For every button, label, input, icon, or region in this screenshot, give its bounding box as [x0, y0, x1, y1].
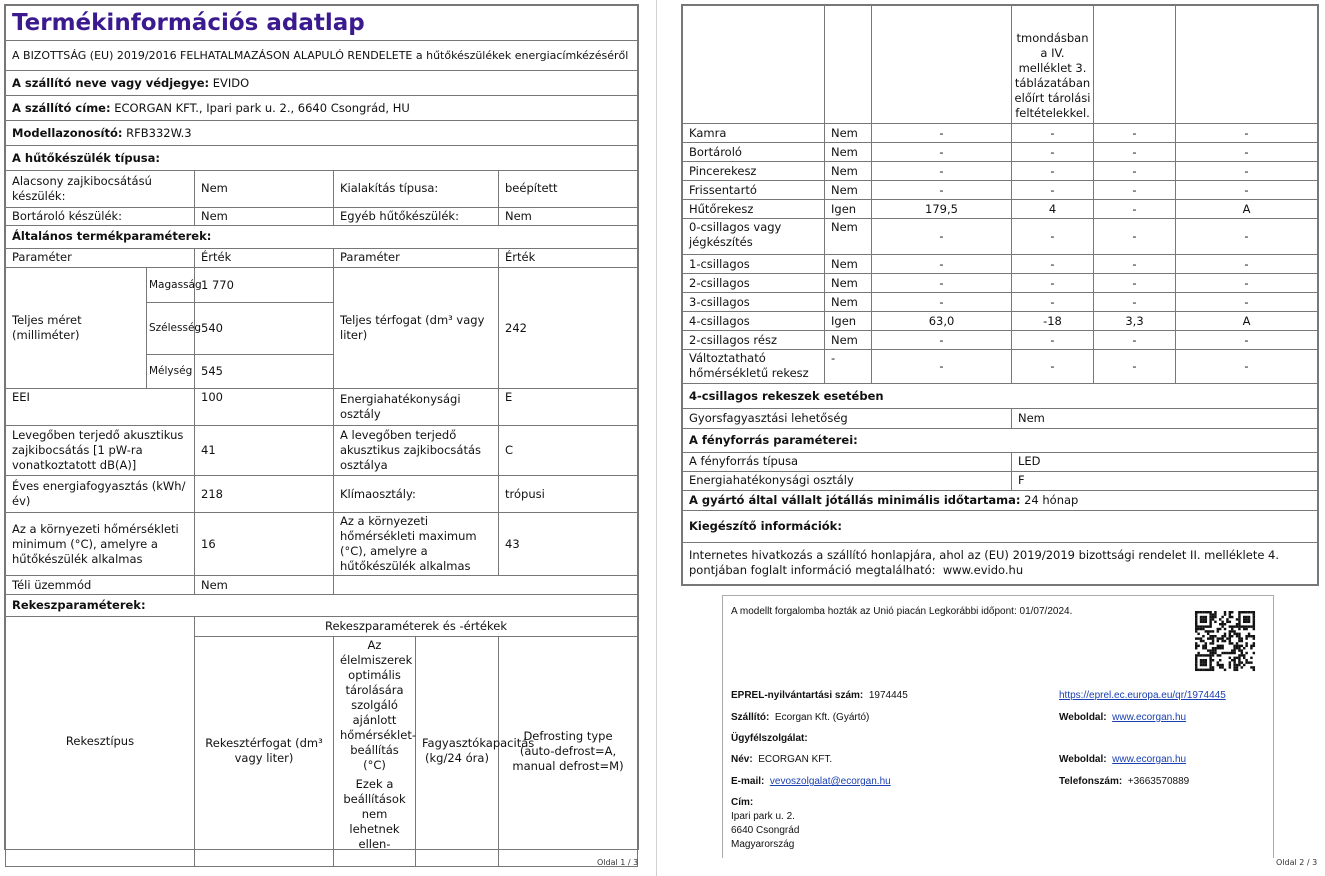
market-date-text: A modellt forgalomba hozták az Unió piacán Legkorábbi időpont: 01/07/2024.	[731, 606, 1073, 617]
phone-value: +3663570889	[1127, 776, 1190, 787]
phone-label: Telefonszám:	[1059, 776, 1123, 787]
compartment-row	[683, 312, 1318, 331]
model-value: RFB332W.3	[126, 125, 192, 140]
supplier-value-2: Ecorgan Kft. (Gyártó)	[774, 712, 870, 723]
name-value: ECORGAN KFT.	[758, 754, 833, 765]
comp-group-header: Rekeszparaméterek és -értékek	[195, 617, 638, 636]
supplier-label-2: Szállító:	[731, 712, 770, 723]
comp-setting-continued: tmondásban a IV. melléklet 3. táblázatában előírt tárolási feltételekkel.	[1012, 6, 1094, 124]
eprel-info-box	[722, 595, 1274, 858]
compartment-row	[683, 219, 1318, 255]
comp-volume-col: Rekesztérfogat (dm³ vagy liter)	[195, 636, 334, 866]
warranty-row	[683, 490, 1318, 510]
design-value: beépített	[499, 171, 638, 207]
compartment-volume: -	[872, 143, 1012, 162]
compartment-name: 0-csillagos vagy jégkészítés	[683, 219, 825, 255]
ambient-min-value: 16	[195, 513, 334, 576]
comp-defrost-col: Defrosting type (auto-defrost=A, manual defrost=M)	[499, 636, 638, 866]
email-link[interactable]: vevoszolgalat@ecorgan.hu	[769, 776, 891, 787]
col-param-1: Paraméter	[6, 249, 195, 268]
compartment-volume: -	[872, 255, 1012, 274]
type-table	[5, 171, 638, 249]
supplier-label: A szállító neve vagy védjegye:	[12, 75, 210, 90]
noise-value: 41	[195, 426, 334, 476]
compartment-row	[683, 200, 1318, 219]
compartment-name: Frissentartó	[683, 181, 825, 200]
compartment-freeze: -	[1094, 200, 1176, 219]
light-class-value: F	[1012, 471, 1318, 490]
datasheet-frame-page-2	[681, 4, 1319, 586]
eei-label: EEI	[6, 389, 195, 426]
compartment-freeze: -	[1094, 143, 1176, 162]
regulation-subtitle: A BIZOTTSÁG (EU) 2019/2016 FELHATALMAZÁSON ALAPULÓ RENDELETE a hűtőkészülékek energiacímkézéséről	[6, 41, 638, 71]
name-row	[731, 754, 832, 765]
address-label-2	[731, 797, 753, 808]
compartment-present: Igen	[825, 312, 872, 331]
cont-cell-5	[1094, 6, 1176, 124]
fast-freeze-label: Gyorsfagyasztási lehetőség	[683, 409, 1012, 428]
compartment-temp: -	[1012, 293, 1094, 312]
compartment-temp: -	[1012, 255, 1094, 274]
compartment-row	[683, 350, 1318, 384]
energy-class-value: E	[499, 389, 638, 426]
compartment-defrost: -	[1176, 293, 1318, 312]
noise-class-label: A levegőben terjedő akusztikus zajkibocsátás osztálya	[334, 426, 499, 476]
page-number-1: Oldal 1 / 3	[597, 858, 639, 867]
low-noise-value: Nem	[195, 171, 334, 207]
compartment-freeze: -	[1094, 219, 1176, 255]
compartment-row	[683, 274, 1318, 293]
address-label: A szállító címe:	[12, 100, 111, 115]
compartment-volume: -	[872, 331, 1012, 350]
climate-class-value: trópusi	[499, 476, 638, 513]
compartment-volume: -	[872, 274, 1012, 293]
compartment-temp: -	[1012, 181, 1094, 200]
compartment-table	[682, 5, 1318, 409]
email-label: E-mail:	[731, 776, 765, 787]
depth-value: 545	[195, 355, 334, 389]
compartment-defrost: -	[1176, 331, 1318, 350]
four-star-heading: 4-csillagos rekeszek esetében	[683, 384, 1318, 409]
compartment-freeze: 3,3	[1094, 312, 1176, 331]
compartment-defrost: -	[1176, 124, 1318, 143]
compartment-defrost: -	[1176, 255, 1318, 274]
ambient-max-label: Az a környezeti hőmérsékleti maximum (°C), amelyre a hűtőkészülék alkalmas	[334, 513, 499, 576]
compartment-row	[683, 124, 1318, 143]
design-label: Kialakítás típusa:	[334, 171, 499, 207]
low-noise-label: Alacsony zajkibocsátású készülék:	[6, 171, 195, 207]
compartment-freeze: -	[1094, 124, 1176, 143]
width-value: 540	[195, 303, 334, 355]
compartment-rows	[683, 124, 1318, 384]
eei-value: 100	[195, 389, 334, 426]
comp-type-col: Rekesztípus	[6, 617, 195, 866]
compartment-temp: -	[1012, 162, 1094, 181]
cont-cell-2	[825, 6, 872, 124]
compartment-present: Nem	[825, 255, 872, 274]
comp-freeze-col: Fagyasztókapacitás (kg/24 óra)	[416, 636, 499, 866]
compartment-row	[683, 293, 1318, 312]
service-heading	[731, 733, 808, 744]
compartment-defrost: -	[1176, 274, 1318, 293]
compartment-row	[683, 331, 1318, 350]
width-label: Szélesség	[147, 303, 195, 355]
web2-label: Weboldal:	[1059, 754, 1107, 765]
compartment-volume: 63,0	[872, 312, 1012, 331]
address-label-text: Cím:	[731, 797, 754, 808]
compartment-freeze: -	[1094, 350, 1176, 384]
extra-text: Internetes hivatkozás a szállító honlapjára, ahol az (EU) 2019/2019 bizottsági rendelet II. melléklete 4. pontjában foglalt információ megtalálható:	[689, 548, 1280, 577]
compartment-present: Nem	[825, 219, 872, 255]
general-heading: Általános termékparaméterek:	[6, 225, 638, 248]
compartment-defrost: -	[1176, 350, 1318, 384]
volume-label: Teljes térfogat (dm³ vagy liter)	[334, 268, 499, 389]
phone-row	[1059, 776, 1189, 787]
name-label: Név:	[731, 754, 753, 765]
compartment-present: Igen	[825, 200, 872, 219]
web-row	[1059, 712, 1186, 723]
eprel-label: EPREL-nyilvántartási szám:	[731, 690, 864, 701]
model-row	[6, 121, 638, 146]
winter-mode-empty	[334, 576, 638, 595]
compartment-temp: -	[1012, 331, 1094, 350]
qr-code-graphic	[1195, 611, 1255, 671]
compartment-freeze: -	[1094, 331, 1176, 350]
compartment-name: Bortároló	[683, 143, 825, 162]
compartment-present: -	[825, 350, 872, 384]
page-number-2: Oldal 2 / 3	[1276, 858, 1318, 867]
other-label: Egyéb hűtőkészülék:	[334, 207, 499, 225]
compartment-temp: -	[1012, 124, 1094, 143]
compartment-name: 3-csillagos	[683, 293, 825, 312]
compartment-defrost: -	[1176, 219, 1318, 255]
compartment-name: 4-csillagos	[683, 312, 825, 331]
comp-setting-cell	[334, 636, 416, 866]
compartment-freeze: -	[1094, 162, 1176, 181]
page-title: Termékinformációs adatlap	[6, 6, 638, 41]
eprel-row	[731, 690, 908, 701]
compartment-present: Nem	[825, 181, 872, 200]
address-line-3: Magyarország	[731, 839, 795, 850]
address-row	[6, 96, 638, 121]
compartment-present: Nem	[825, 162, 872, 181]
compartment-defrost: -	[1176, 143, 1318, 162]
compartment-header-table	[5, 617, 638, 867]
wine-label: Bortároló készülék:	[6, 207, 195, 225]
compartment-defrost: -	[1176, 181, 1318, 200]
type-heading: A hűtőkészülék típusa:	[6, 146, 638, 171]
compartment-volume: -	[872, 219, 1012, 255]
web-link[interactable]: www.ecorgan.hu	[1112, 712, 1187, 723]
compartment-name: 2-csillagos rész	[683, 331, 825, 350]
general-params-table	[5, 249, 638, 618]
datasheet-frame-page-1	[4, 4, 639, 850]
compartment-present: Nem	[825, 293, 872, 312]
ambient-max-value: 43	[499, 513, 638, 576]
compartment-present: Nem	[825, 331, 872, 350]
wine-value: Nem	[195, 207, 334, 225]
web2-link[interactable]: www.ecorgan.hu	[1112, 754, 1187, 765]
winter-mode-label: Téli üzemmód	[6, 576, 195, 595]
model-label: Modellazonosító:	[12, 125, 123, 140]
light-type-value: LED	[1012, 452, 1318, 471]
cont-cell-6	[1176, 6, 1318, 124]
compartment-freeze: -	[1094, 255, 1176, 274]
dimensions-label: Teljes méret (milliméter)	[6, 268, 147, 389]
height-label: Magasság	[147, 268, 195, 303]
energy-class-label: Energiahatékonysági osztály	[334, 389, 499, 426]
supplier-row-2	[731, 712, 869, 723]
compartment-row	[683, 143, 1318, 162]
compartment-name: Pincerekesz	[683, 162, 825, 181]
fast-freeze-value: Nem	[1012, 409, 1318, 428]
service-label: Ügyfélszolgálat:	[731, 733, 808, 744]
compartment-freeze: -	[1094, 293, 1176, 312]
cont-cell-3	[872, 6, 1012, 124]
supplier-value: EVIDO	[212, 75, 250, 90]
annual-consumption-label: Éves energiafogyasztás (kWh/év)	[6, 476, 195, 513]
compartment-volume: -	[872, 350, 1012, 384]
compartment-defrost: -	[1176, 162, 1318, 181]
compartment-freeze: -	[1094, 181, 1176, 200]
compartment-volume: 179,5	[872, 200, 1012, 219]
compartment-temp: -	[1012, 219, 1094, 255]
compartment-defrost: A	[1176, 312, 1318, 331]
web-label: Weboldal:	[1059, 712, 1107, 723]
compartment-heading: Rekeszparaméterek:	[6, 595, 638, 617]
page-2	[662, 0, 1325, 876]
compartment-volume: -	[872, 293, 1012, 312]
col-param-2: Paraméter	[334, 249, 499, 268]
compartment-row	[683, 255, 1318, 274]
compartment-volume: -	[872, 162, 1012, 181]
depth-label: Mélység	[147, 355, 195, 389]
header-table	[5, 5, 638, 171]
compartment-name: 2-csillagos	[683, 274, 825, 293]
comp-setting-col: Az élelmiszerek optimális tárolására szolgáló ajánlott hőmérséklet-beállítás (°C)	[340, 637, 416, 772]
compartment-present: Nem	[825, 143, 872, 162]
compartment-freeze: -	[1094, 274, 1176, 293]
compartment-name: Változtatható hőmérsékletű rekesz	[683, 350, 825, 384]
light-type-label: A fényforrás típusa	[683, 452, 1012, 471]
page-1	[0, 0, 650, 876]
qr-code-icon	[1195, 611, 1255, 671]
col-value-1: Érték	[195, 249, 334, 268]
compartment-present: Nem	[825, 274, 872, 293]
compartment-name: Kamra	[683, 124, 825, 143]
cont-cell-1	[683, 6, 825, 124]
other-value: Nem	[499, 207, 638, 225]
winter-mode-value: Nem	[195, 576, 334, 595]
address-value: ECORGAN KFT., Ipari park u. 2., 6640 Csongrád, HU	[114, 100, 410, 115]
ambient-min-label: Az a környezeti hőmérsékleti minimum (°C), amelyre a hűtőkészülék alkalmas	[6, 513, 195, 576]
supplier-row	[6, 71, 638, 96]
compartment-temp: -	[1012, 350, 1094, 384]
eprel-link[interactable]: https://eprel.ec.europa.eu/qr/1974445	[1059, 690, 1226, 701]
address-line-1: Ipari park u. 2.	[731, 811, 795, 822]
compartment-defrost: A	[1176, 200, 1318, 219]
compartment-name: Hűtőrekesz	[683, 200, 825, 219]
climate-class-label: Klímaosztály:	[334, 476, 499, 513]
compartment-temp: 4	[1012, 200, 1094, 219]
warranty-label: A gyártó által vállalt jótállás minimális időtartama:	[689, 492, 1021, 507]
compartment-name: 1-csillagos	[683, 255, 825, 274]
extra-info	[683, 542, 1318, 584]
light-heading: A fényforrás paraméterei:	[683, 428, 1318, 452]
address-line-2: 6640 Csongrád	[731, 825, 800, 836]
extra-url[interactable]: www.evido.hu	[942, 563, 1024, 577]
email-row	[731, 776, 891, 787]
noise-class-value: C	[499, 426, 638, 476]
noise-label: Levegőben terjedő akusztikus zajkibocsátás [1 pW-ra vonatkoztatott dB(A)]	[6, 426, 195, 476]
compartment-temp: -	[1012, 274, 1094, 293]
compartment-row	[683, 162, 1318, 181]
compartment-present: Nem	[825, 124, 872, 143]
height-value: 1 770	[195, 268, 334, 303]
comp-setting-note: Ezek a beállítások nem lehetnek ellen-	[343, 776, 406, 851]
eprel-value: 1974445	[868, 690, 908, 701]
compartment-temp: -18	[1012, 312, 1094, 331]
col-value-2: Érték	[499, 249, 638, 268]
compartment-row	[683, 181, 1318, 200]
volume-value: 242	[499, 268, 638, 389]
web2-row	[1059, 754, 1186, 765]
light-class-label: Energiahatékonysági osztály	[683, 471, 1012, 490]
annual-consumption-value: 218	[195, 476, 334, 513]
compartment-temp: -	[1012, 143, 1094, 162]
warranty-value: 24 hónap	[1024, 492, 1079, 507]
extra-heading: Kiegészítő információk:	[683, 510, 1318, 542]
compartment-volume: -	[872, 181, 1012, 200]
compartment-volume: -	[872, 124, 1012, 143]
extra-table	[682, 409, 1318, 585]
